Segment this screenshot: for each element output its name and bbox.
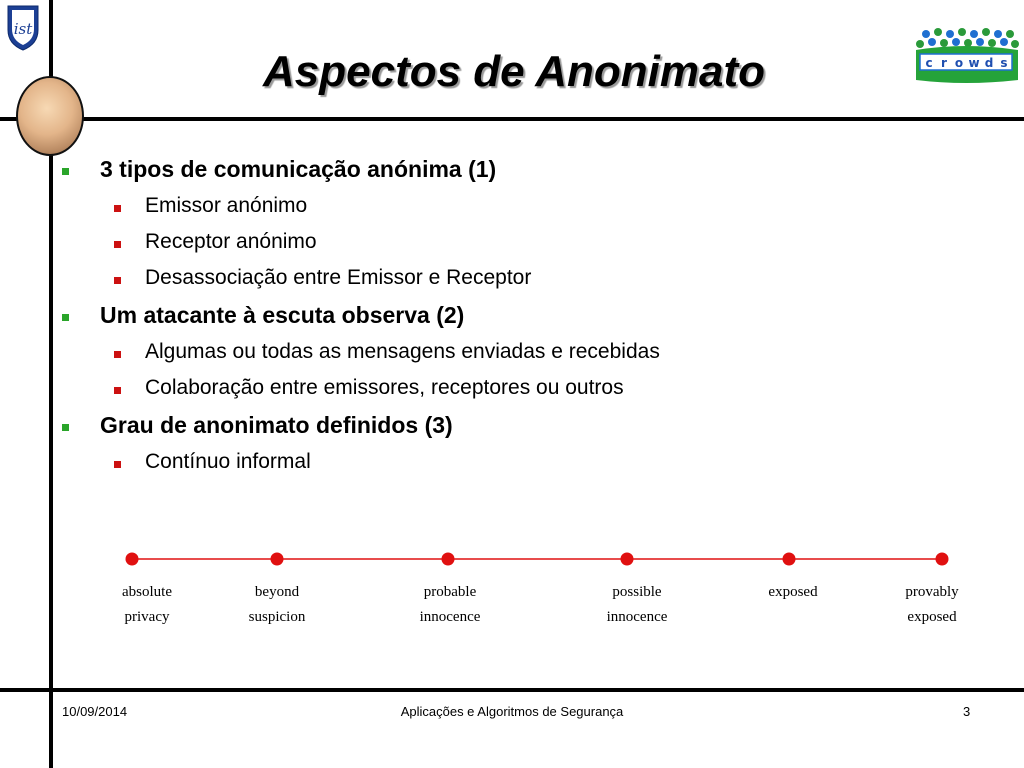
red-square-bullet-icon — [114, 277, 121, 284]
bullet-text: Um atacante à escuta observa (2) — [100, 302, 465, 328]
svg-text:c: c — [925, 56, 933, 70]
anonymity-degree-scale — [90, 540, 970, 650]
bullet-text: 3 tipos de comunicação anónima (1) — [100, 156, 497, 182]
bullet-list — [60, 150, 1000, 480]
sub-bullet-text: Colaboração entre emissores, receptores ou outros — [145, 376, 624, 399]
ist-logo-text: ist — [13, 20, 33, 38]
red-square-bullet-icon — [114, 387, 121, 394]
footer-date: 10/09/2014 — [62, 704, 128, 719]
sub-bullet-text: Emissor anónimo — [145, 194, 308, 217]
green-square-bullet-icon — [62, 314, 69, 321]
red-square-bullet-icon — [114, 461, 121, 468]
sub-bullet-item — [60, 334, 1000, 370]
scale-point-possible-innocence — [621, 553, 634, 566]
green-square-bullet-icon — [62, 168, 69, 175]
svg-text:s: s — [1000, 56, 1008, 70]
bullet-item — [60, 150, 1000, 188]
scale-label: exposed — [768, 584, 818, 600]
svg-text:d: d — [984, 56, 994, 70]
title-separator-rule — [0, 117, 1024, 121]
green-square-bullet-icon — [62, 424, 69, 431]
red-square-bullet-icon — [114, 351, 121, 358]
slide-title: Aspectos de Anonimato — [263, 47, 765, 96]
sub-bullet-text: Algumas ou todas as mensagens enviadas e recebidas — [145, 340, 660, 363]
scale-label: beyond suspicion — [248, 584, 306, 625]
sub-bullet-text: Desassociação entre Emissor e Receptor — [145, 266, 532, 289]
svg-text:w: w — [968, 56, 980, 70]
bullet-item — [60, 296, 1000, 334]
sub-bullet-text: Receptor anónimo — [145, 230, 317, 253]
scale-line-diagram — [90, 540, 970, 580]
bullet-item — [60, 406, 1000, 444]
scale-label: probable innocence — [419, 584, 481, 625]
scale-point-exposed — [783, 553, 796, 566]
sub-bullet-item — [60, 260, 1000, 296]
sub-bullet-item — [60, 444, 1000, 480]
scale-point-probable-innocence — [442, 553, 455, 566]
svg-text:r: r — [941, 56, 947, 70]
red-square-bullet-icon — [114, 241, 121, 248]
scale-label: possible innocence — [606, 584, 668, 625]
scale-point-provably-exposed — [936, 553, 949, 566]
scale-point-absolute-privacy — [126, 553, 139, 566]
red-square-bullet-icon — [114, 205, 121, 212]
bullet-text: Grau de anonimato definidos (3) — [100, 412, 453, 438]
page-number: 3 — [963, 704, 971, 719]
sub-bullet-item — [60, 224, 1000, 260]
scale-label: provably exposed — [905, 584, 959, 625]
sub-bullet-item — [60, 188, 1000, 224]
sub-bullet-text: Contínuo informal — [145, 450, 311, 473]
footer-course-title: Aplicações e Algoritmos de Segurança — [400, 704, 624, 719]
footer-separator-rule — [0, 688, 1024, 692]
sub-bullet-item — [60, 370, 1000, 406]
svg-text:o: o — [954, 56, 964, 70]
scale-point-beyond-suspicion — [271, 553, 284, 566]
crowds-logo — [912, 26, 1020, 86]
scale-label: absolute privacy — [122, 584, 172, 625]
